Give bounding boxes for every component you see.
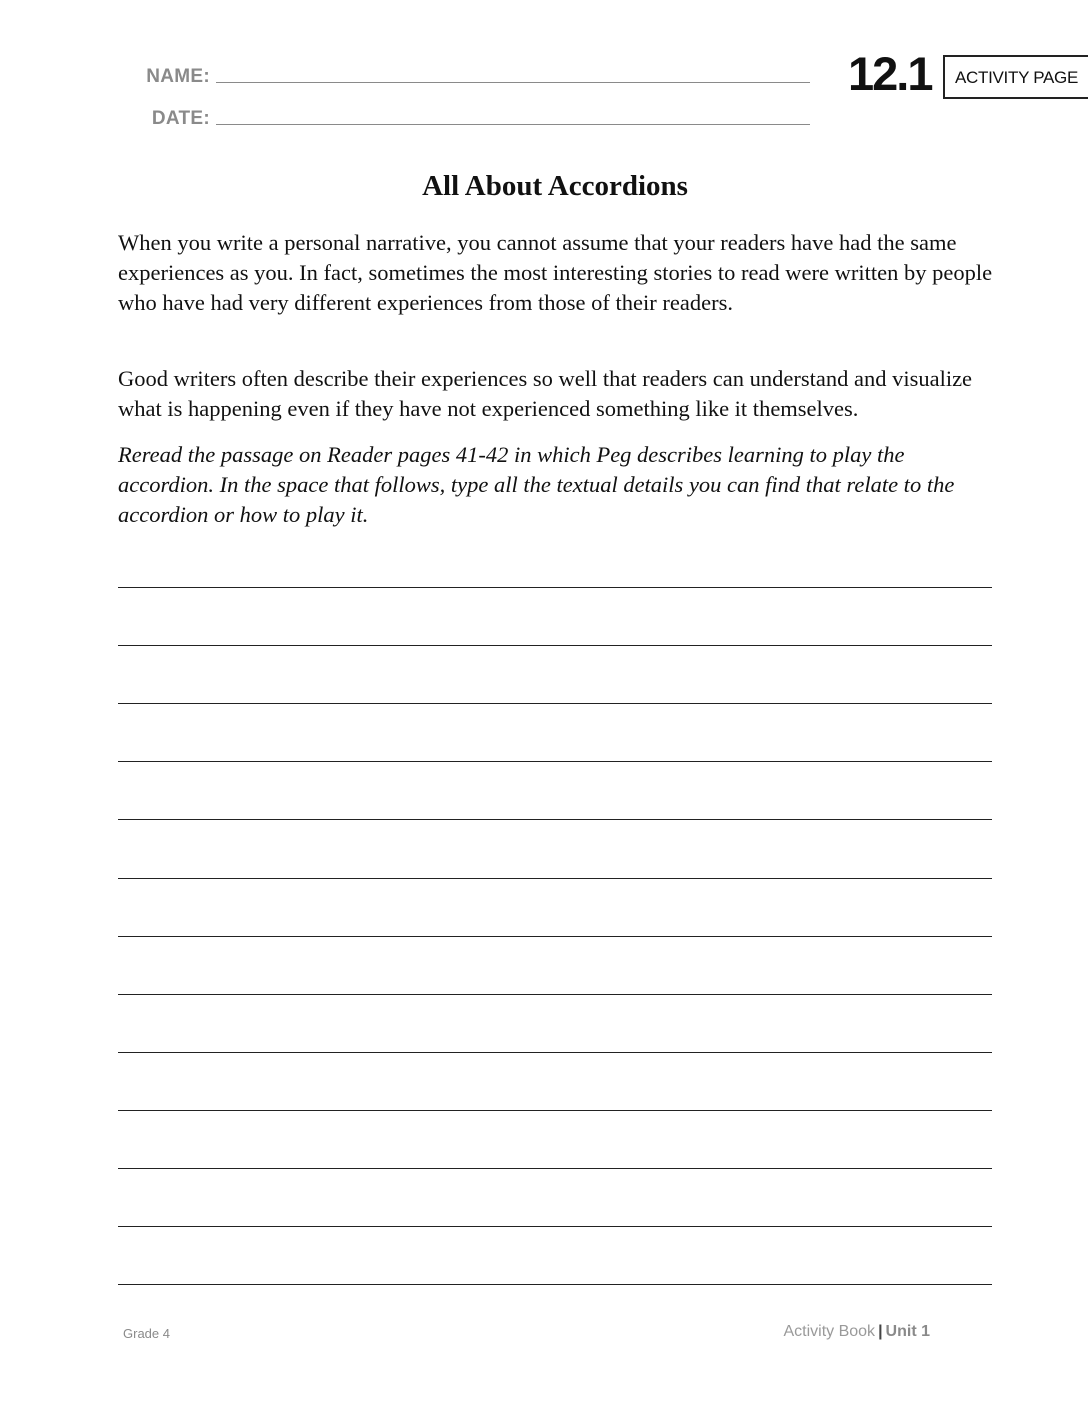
answer-line[interactable] xyxy=(118,761,992,762)
activity-page-label: ACTIVITY PAGE xyxy=(943,55,1088,99)
name-line[interactable] xyxy=(216,82,810,83)
answer-line[interactable] xyxy=(118,1168,992,1169)
footer-grade: Grade 4 xyxy=(123,1326,170,1341)
page-title: All About Accordions xyxy=(422,170,688,202)
answer-line[interactable] xyxy=(118,1110,992,1111)
date-line[interactable] xyxy=(216,124,810,125)
answer-line[interactable] xyxy=(118,587,992,588)
date-label: DATE: xyxy=(151,108,210,129)
footer-unit: Unit 1 xyxy=(885,1323,930,1340)
page-number: 12.1 xyxy=(848,47,932,100)
answer-line[interactable] xyxy=(118,994,992,995)
answer-line[interactable] xyxy=(118,1052,992,1053)
intro-paragraph: When you write a personal narrative, you cannot assume that your readers have had the same experiences as you. In fact, sometimes the most interesting stories to read were written by people who have had very different experiences from those of their readers. xyxy=(118,230,993,315)
answer-line[interactable] xyxy=(118,703,992,704)
answer-line[interactable] xyxy=(118,1284,992,1285)
answer-line[interactable] xyxy=(118,936,992,937)
writers-paragraph: Good writers often describe their experiences so well that readers can understand and visualize what is happening even if they have not experienced something like it themselves. xyxy=(118,366,973,421)
footer-book-title: Activity Book xyxy=(783,1323,876,1340)
date-field[interactable] xyxy=(140,108,810,130)
answer-line[interactable] xyxy=(118,1226,992,1227)
instructions-paragraph: Reread the passage on Reader pages 41-42 in which Peg describes learning to play the accordion. In the space that follows, type all the textual details you can find that relate to the accordion or how to play it. xyxy=(118,442,955,527)
name-label: NAME: xyxy=(146,66,210,87)
footer-separator: | xyxy=(878,1323,883,1340)
answer-line[interactable] xyxy=(118,819,992,820)
footer-book xyxy=(783,1323,930,1341)
answer-line[interactable] xyxy=(118,645,992,646)
answer-line[interactable] xyxy=(118,878,992,879)
name-field[interactable] xyxy=(140,66,810,88)
